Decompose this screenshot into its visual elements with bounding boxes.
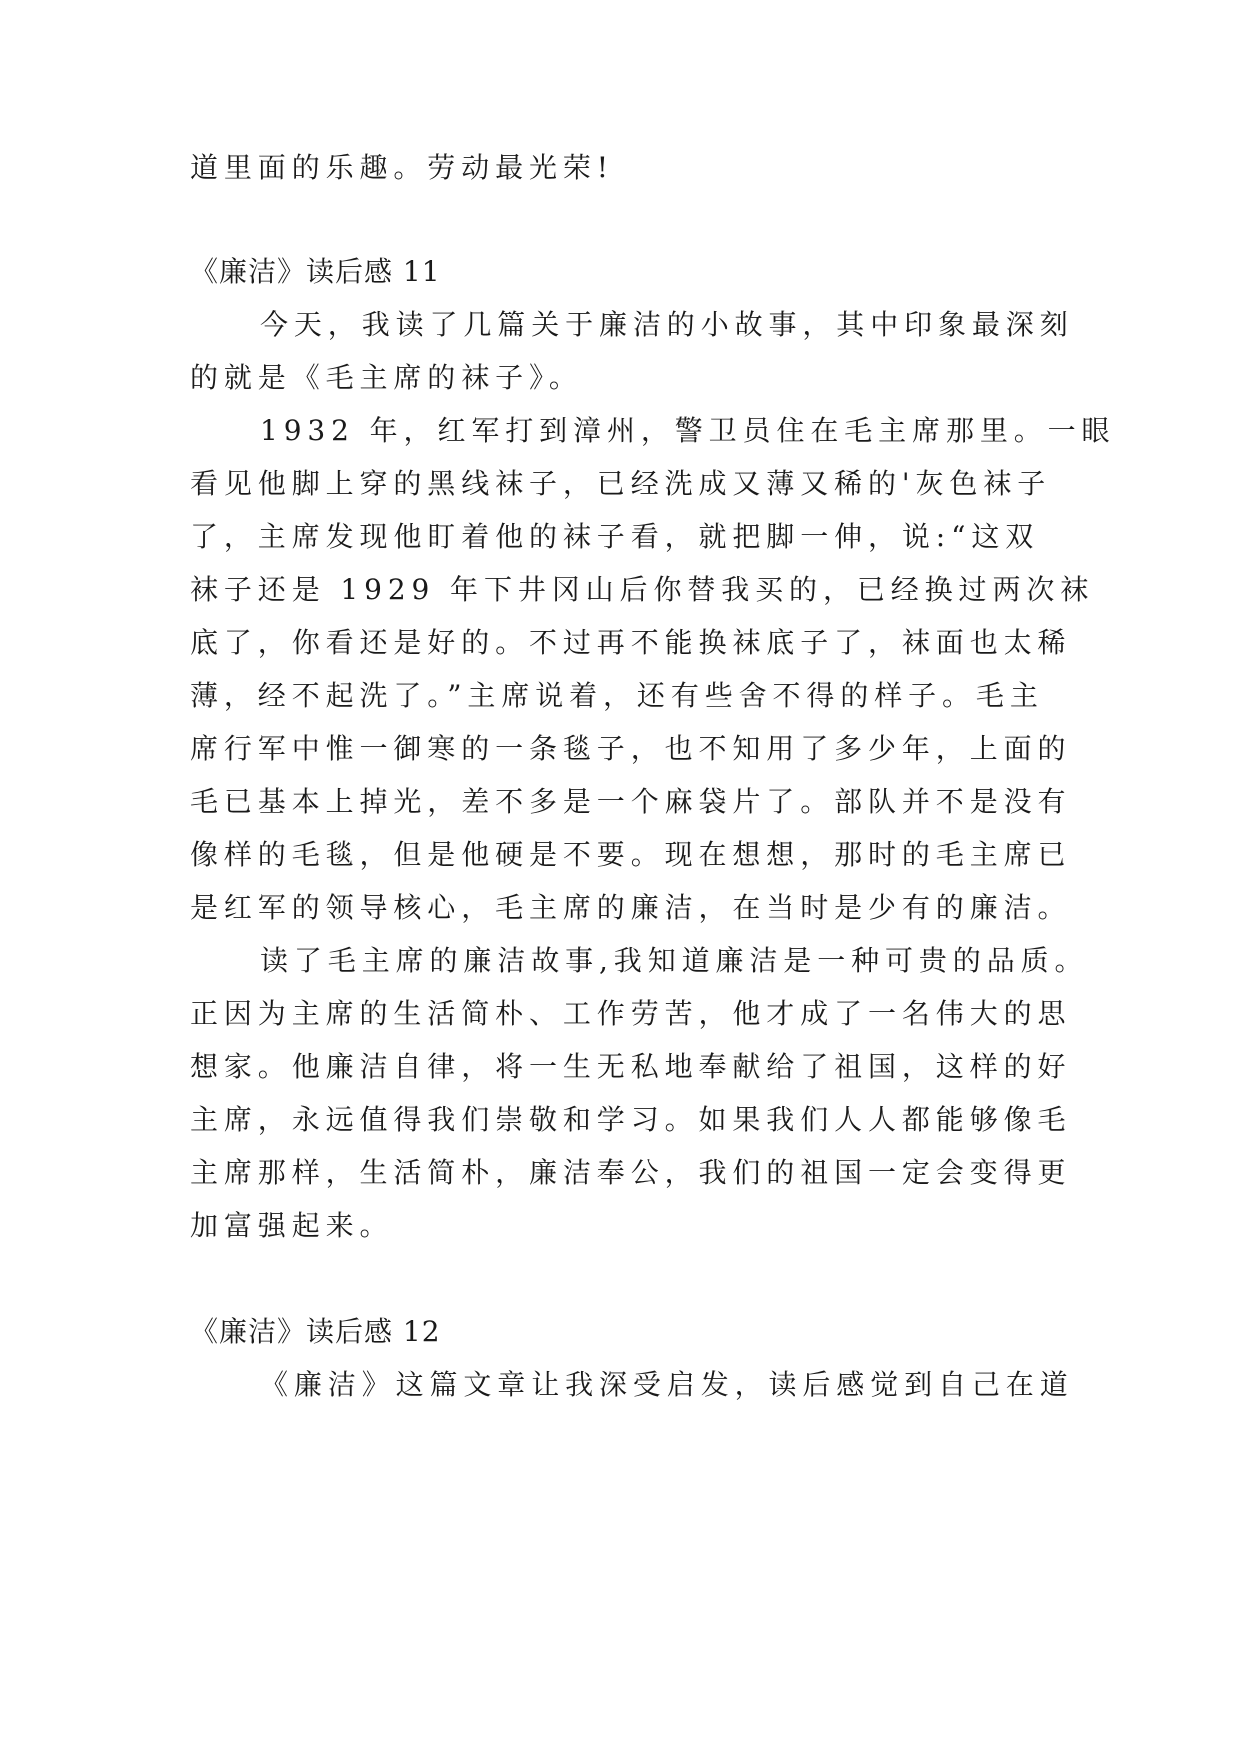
- paragraph-1-line-2: 的就是《毛主席的袜子》。: [190, 361, 583, 394]
- paragraph-2-line-7: 席行军中惟一御寒的一条毯子，也不知用了多少年，上面的: [190, 732, 1072, 765]
- paragraph-3-line-1: 读了毛主席的廉洁故事,我知道廉洁是一种可贵的品质。: [260, 944, 1089, 977]
- paragraph-2-line-6: 薄，经不起洗了。”主席说着，还有些舍不得的样子。毛主: [190, 679, 1044, 712]
- paragraph-2-line-4: 袜子还是 1929 年下井冈山后你替我买的，已经换过两次袜: [190, 573, 1095, 606]
- section-heading-12: 《廉洁》读后感 12: [190, 1315, 441, 1348]
- section-heading-11: 《廉洁》读后感 11: [190, 255, 441, 288]
- paragraph-3-line-2: 正因为主席的生活简朴、工作劳苦，他才成了一名伟大的思: [190, 997, 1072, 1030]
- paragraph-1-line-1: 今天，我读了几篇关于廉洁的小故事，其中印象最深刻: [260, 308, 1074, 341]
- paragraph-2-line-9: 像样的毛毯，但是他硬是不要。现在想想，那时的毛主席已: [190, 838, 1072, 871]
- paragraph-3-line-4: 主席，永远值得我们崇敬和学习。如果我们人人都能够像毛: [190, 1103, 1072, 1136]
- paragraph-2-line-1: 1932 年，红军打到漳州，警卫员住在毛主席那里。一眼: [260, 414, 1116, 447]
- paragraph-2-line-10: 是红军的领导核心，毛主席的廉洁，在当时是少有的廉洁。: [190, 891, 1072, 924]
- paragraph-2-line-3: 了，主席发现他盯着他的袜子看，就把脚一伸，说:“这双: [190, 520, 1040, 553]
- paragraph-2-line-2: 看见他脚上穿的黑线袜子，已经洗成又薄又稀的'灰色袜子: [190, 467, 1052, 500]
- paragraph-3-line-5: 主席那样，生活简朴，廉洁奉公，我们的祖国一定会变得更: [190, 1156, 1072, 1189]
- paragraph-continuation-line: 道里面的乐趣。劳动最光荣!: [190, 151, 614, 184]
- paragraph-3-line-6: 加富强起来。: [190, 1209, 394, 1242]
- paragraph-4-line-1: 《廉洁》这篇文章让我深受启发，读后感觉到自己在道: [260, 1368, 1074, 1401]
- paragraph-2-line-8: 毛已基本上掉光，差不多是一个麻袋片了。部队并不是没有: [190, 785, 1072, 818]
- paragraph-3-line-3: 想家。他廉洁自律，将一生无私地奉献给了祖国，这样的好: [190, 1050, 1072, 1083]
- paragraph-2-line-5: 底了，你看还是好的。不过再不能换袜底子了，袜面也太稀: [190, 626, 1072, 659]
